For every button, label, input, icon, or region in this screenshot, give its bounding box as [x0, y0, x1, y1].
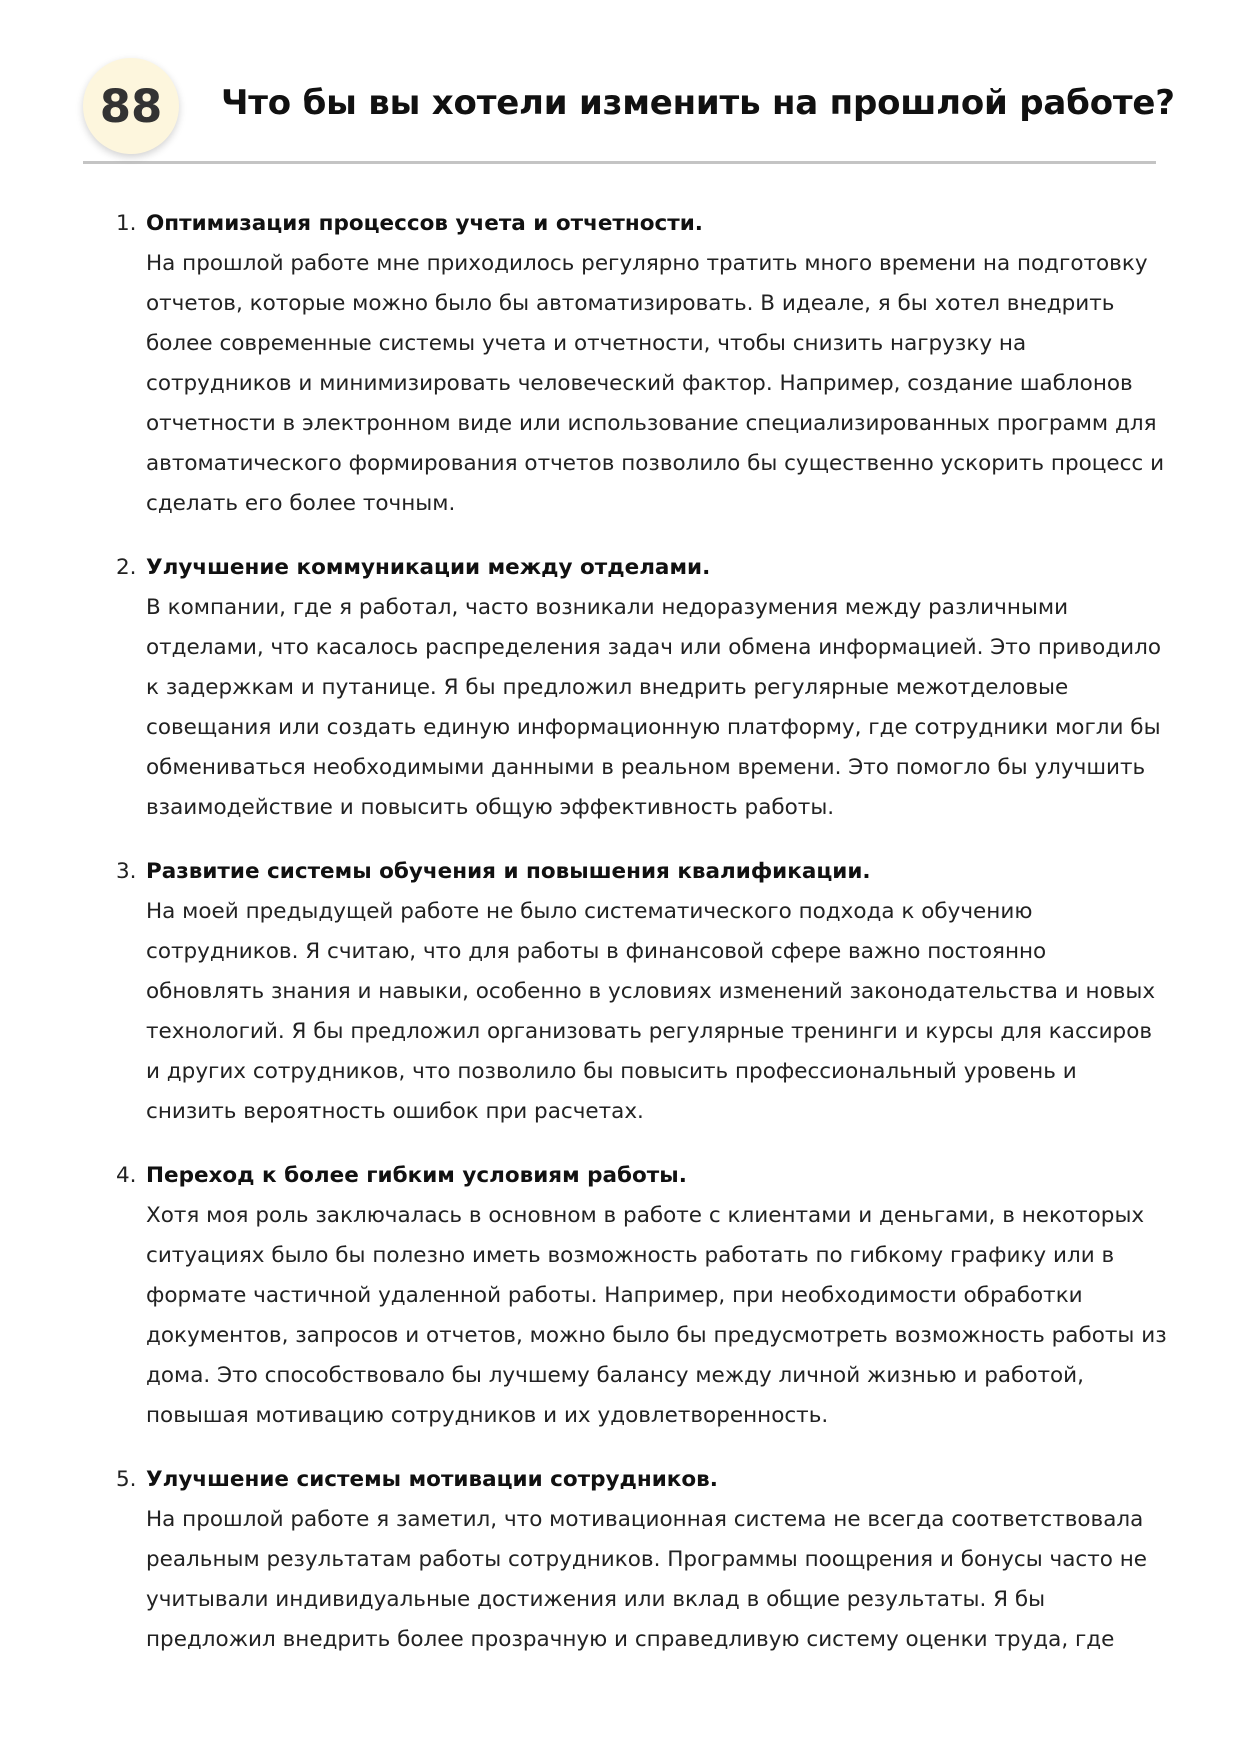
list-item [116, 548, 1170, 828]
item-text: На прошлой работе я заметил, что мотивационная система не всегда соответствовала реальным результатам работы сотрудников. Программы поощрения и бонусы часто не учитывали индивидуальные достижения или вклад в общие результаты. Я бы предложил внедрить более прозрачную и справедливую систему оценки труда, где [146, 1507, 1148, 1652]
item-heading: Оптимизация процессов учета и отчетности. [146, 211, 703, 236]
list-item [116, 1156, 1170, 1436]
list-item [116, 1460, 1170, 1660]
answer-list [116, 204, 1170, 1684]
item-number: 5. [116, 1467, 137, 1492]
item-heading: Переход к более гибким условиям работы. [146, 1163, 687, 1188]
list-item [116, 204, 1170, 524]
page-title: Что бы вы хотели изменить на прошлой работе? [221, 83, 1175, 123]
item-number: 2. [116, 555, 137, 580]
item-number: 4. [116, 1163, 137, 1188]
page-header [83, 56, 1175, 164]
list-item [116, 852, 1170, 1132]
item-heading: Улучшение коммуникации между отделами. [146, 555, 711, 580]
item-text: На моей предыдущей работе не было систематического подхода к обучению сотрудников. Я считаю, что для работы в финансовой сфере важно постоянно обновлять знания и навыки, особенно в условиях изменений законодательства и новых технологий. Я бы предложил организовать регулярные тренинги и курсы для кассиров и других сотрудников, что позволило бы повысить профессиональный уровень и снизить вероятность ошибок при расчетах. [146, 899, 1156, 1124]
item-text: На прошлой работе мне приходилось регулярно тратить много времени на подготовку отчетов, которые можно было бы автоматизировать. В идеале, я бы хотел внедрить более современные системы учета и отчетности, чтобы снизить нагрузку на сотрудников и минимизировать человеческий фактор. Например, создание шаблонов отчетности в электронном виде или использование специализированных программ для автоматического формирования отчетов позволило бы существенно ускорить процесс и сделать его более точным. [146, 251, 1165, 516]
item-text: Хотя моя роль заключалась в основном в работе с клиентами и деньгами, в некоторых ситуациях было бы полезно иметь возможность работать по гибкому графику или в формате частичной удаленной работы. Например, при необходимости обработки документов, запросов и отчетов, можно было бы предусмотреть возможность работы из дома. Это способствовало бы лучшему балансу между личной жизнью и работой, повышая мотивацию сотрудников и их удовлетворенность. [146, 1203, 1167, 1428]
page-number-badge: 88 [83, 58, 179, 154]
item-number: 1. [116, 211, 137, 236]
item-heading: Развитие системы обучения и повышения квалификации. [146, 859, 871, 884]
item-heading: Улучшение системы мотивации сотрудников. [146, 1467, 718, 1492]
item-text: В компании, где я работал, часто возникали недоразумения между различными отделами, что касалось распределения задач или обмена информацией. Это приводило к задержкам и путанице. Я бы предложил внедрить регулярные межотделовые совещания или создать единую информационную платформу, где сотрудники могли бы обмениваться необходимыми данными в реальном времени. Это помогло бы улучшить взаимодействие и повысить общую эффективность работы. [146, 595, 1162, 820]
item-number: 3. [116, 859, 137, 884]
